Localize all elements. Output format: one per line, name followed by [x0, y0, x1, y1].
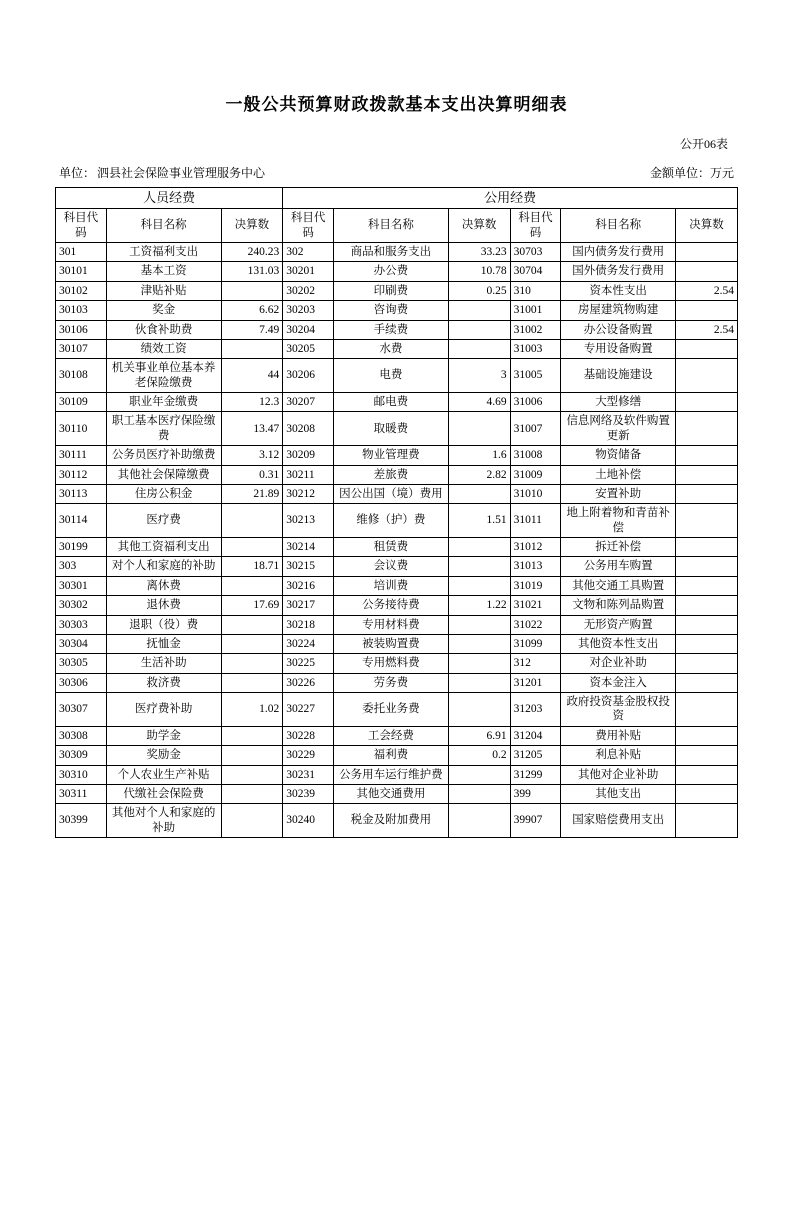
row-name-public: 委托业务费: [334, 693, 449, 727]
row-name-personnel: 绩效工资: [106, 339, 221, 358]
row-code-public: 30212: [283, 484, 334, 503]
row-amount-public: 1.6: [448, 446, 510, 465]
row-code-personnel: 30101: [56, 262, 107, 281]
row-amount-capital: [676, 765, 738, 784]
row-code-capital: 31201: [510, 673, 561, 692]
row-amount-personnel: 0.31: [221, 465, 283, 484]
row-name-personnel: 生活补助: [106, 654, 221, 673]
row-name-public: 福利费: [334, 746, 449, 765]
row-amount-capital: [676, 673, 738, 692]
row-amount-personnel: 44: [221, 359, 283, 393]
unit-label: 单位：: [59, 166, 96, 180]
row-name-capital: 基础设施建设: [561, 359, 676, 393]
row-name-capital: 专用设备购置: [561, 339, 676, 358]
row-code-personnel: 30199: [56, 538, 107, 557]
row-name-public: 取暖费: [334, 412, 449, 446]
row-code-personnel: 30114: [56, 504, 107, 538]
row-name-capital: 地上附着物和青苗补偿: [561, 504, 676, 538]
row-name-capital: 资本性支出: [561, 281, 676, 300]
row-amount-public: 1.22: [448, 596, 510, 615]
row-amount-personnel: [221, 504, 283, 538]
row-amount-public: 2.82: [448, 465, 510, 484]
row-name-capital: 物资储备: [561, 446, 676, 465]
row-code-personnel: 30107: [56, 339, 107, 358]
row-name-personnel: 奖金: [106, 301, 221, 320]
row-amount-capital: [676, 538, 738, 557]
row-name-personnel: 抚恤金: [106, 634, 221, 653]
row-name-personnel: 职工基本医疗保险缴费: [106, 412, 221, 446]
row-name-capital: 国外债务发行费用: [561, 262, 676, 281]
row-code-public: 30228: [283, 726, 334, 745]
row-code-public: 30217: [283, 596, 334, 615]
row-name-public: 因公出国（境）费用: [334, 484, 449, 503]
row-amount-capital: [676, 484, 738, 503]
row-code-public: 30224: [283, 634, 334, 653]
row-name-capital: 文物和陈列品购置: [561, 596, 676, 615]
row-name-personnel: 基本工资: [106, 262, 221, 281]
row-amount-personnel: [221, 784, 283, 803]
row-code-public: 30231: [283, 765, 334, 784]
table-row: [56, 596, 738, 615]
row-name-capital: 对企业补助: [561, 654, 676, 673]
row-amount-personnel: 7.49: [221, 320, 283, 339]
row-amount-personnel: 240.23: [221, 243, 283, 262]
table-row: [56, 634, 738, 653]
row-code-capital: 39907: [510, 804, 561, 838]
row-name-public: 邮电费: [334, 393, 449, 412]
row-amount-personnel: [221, 765, 283, 784]
unit-info: [59, 164, 265, 181]
row-name-personnel: 其他对个人和家庭的补助: [106, 804, 221, 838]
row-name-capital: 土地补偿: [561, 465, 676, 484]
row-code-public: 302: [283, 243, 334, 262]
row-code-capital: 31010: [510, 484, 561, 503]
row-code-personnel: 301: [56, 243, 107, 262]
row-amount-capital: [676, 654, 738, 673]
row-amount-capital: [676, 393, 738, 412]
row-code-public: 30239: [283, 784, 334, 803]
row-amount-personnel: 6.62: [221, 301, 283, 320]
table-row: [56, 746, 738, 765]
row-name-capital: 其他资本性支出: [561, 634, 676, 653]
row-amount-capital: [676, 359, 738, 393]
row-name-capital: 公务用车购置: [561, 557, 676, 576]
row-name-capital: 无形资产购置: [561, 615, 676, 634]
row-amount-public: [448, 484, 510, 503]
column-header-name-1: 科目名称: [106, 209, 221, 243]
row-amount-capital: [676, 339, 738, 358]
row-code-capital: 31013: [510, 557, 561, 576]
row-code-personnel: 30110: [56, 412, 107, 446]
row-amount-personnel: [221, 634, 283, 653]
row-name-public: 办公费: [334, 262, 449, 281]
row-amount-public: 0.25: [448, 281, 510, 300]
row-amount-public: [448, 634, 510, 653]
row-amount-public: 1.51: [448, 504, 510, 538]
row-code-public: 30203: [283, 301, 334, 320]
row-code-public: 30207: [283, 393, 334, 412]
row-code-capital: 31009: [510, 465, 561, 484]
table-body: [56, 243, 738, 838]
row-code-capital: 31299: [510, 765, 561, 784]
table-row: [56, 301, 738, 320]
row-amount-capital: [676, 746, 738, 765]
row-name-personnel: 助学金: [106, 726, 221, 745]
row-name-personnel: 个人农业生产补贴: [106, 765, 221, 784]
amount-unit: 金额单位：万元: [649, 166, 734, 180]
row-code-public: 30227: [283, 693, 334, 727]
row-amount-personnel: [221, 281, 283, 300]
row-code-capital: 31008: [510, 446, 561, 465]
row-name-public: 电费: [334, 359, 449, 393]
row-name-capital: 办公设备购置: [561, 320, 676, 339]
meta-row: [55, 164, 738, 181]
row-code-public: 30218: [283, 615, 334, 634]
row-code-personnel: 30311: [56, 784, 107, 803]
table-row: [56, 784, 738, 803]
row-code-capital: 31022: [510, 615, 561, 634]
row-code-public: 30202: [283, 281, 334, 300]
row-amount-capital: [676, 726, 738, 745]
row-name-public: 专用燃料费: [334, 654, 449, 673]
row-name-capital: 资本金注入: [561, 673, 676, 692]
row-name-capital: 大型修缮: [561, 393, 676, 412]
column-header-amount-2: 决算数: [448, 209, 510, 243]
row-code-personnel: 30112: [56, 465, 107, 484]
row-amount-personnel: 12.3: [221, 393, 283, 412]
row-name-public: 商品和服务支出: [334, 243, 449, 262]
row-code-capital: 31204: [510, 726, 561, 745]
table-row: [56, 243, 738, 262]
row-code-personnel: 30108: [56, 359, 107, 393]
row-code-public: 30211: [283, 465, 334, 484]
row-name-personnel: 其他工资福利支出: [106, 538, 221, 557]
row-code-personnel: 303: [56, 557, 107, 576]
row-amount-personnel: 13.47: [221, 412, 283, 446]
row-code-personnel: 30304: [56, 634, 107, 653]
row-amount-capital: [676, 412, 738, 446]
row-name-public: 税金及附加费用: [334, 804, 449, 838]
row-name-public: 印刷费: [334, 281, 449, 300]
row-code-public: 30225: [283, 654, 334, 673]
table-row: [56, 538, 738, 557]
column-header-name-2: 科目名称: [334, 209, 449, 243]
row-code-public: 30213: [283, 504, 334, 538]
row-name-public: 劳务费: [334, 673, 449, 692]
column-header-amount-1: 决算数: [221, 209, 283, 243]
row-code-capital: 31001: [510, 301, 561, 320]
row-code-public: 30215: [283, 557, 334, 576]
table-row: [56, 654, 738, 673]
row-code-personnel: 30111: [56, 446, 107, 465]
row-code-personnel: 30109: [56, 393, 107, 412]
row-name-public: 水费: [334, 339, 449, 358]
row-amount-personnel: 131.03: [221, 262, 283, 281]
table-head: [56, 188, 738, 243]
table-row: [56, 484, 738, 503]
group-header-public: 公用经费: [283, 188, 738, 209]
row-code-public: 30216: [283, 576, 334, 595]
table-row: [56, 726, 738, 745]
row-amount-personnel: [221, 726, 283, 745]
row-code-public: 30240: [283, 804, 334, 838]
row-name-capital: 国家赔偿费用支出: [561, 804, 676, 838]
row-amount-personnel: [221, 615, 283, 634]
row-code-capital: 31011: [510, 504, 561, 538]
row-amount-public: [448, 576, 510, 595]
row-amount-public: 33.23: [448, 243, 510, 262]
page-title: 一般公共预算财政拨款基本支出决算明细表: [225, 95, 568, 114]
row-code-personnel: 30306: [56, 673, 107, 692]
table-row: [56, 804, 738, 838]
row-name-personnel: 住房公积金: [106, 484, 221, 503]
row-name-personnel: 机关事业单位基本养老保险缴费: [106, 359, 221, 393]
row-name-capital: 国内债务发行费用: [561, 243, 676, 262]
row-amount-personnel: 21.89: [221, 484, 283, 503]
row-name-capital: 拆迁补偿: [561, 538, 676, 557]
row-amount-capital: [676, 504, 738, 538]
row-code-capital: 31099: [510, 634, 561, 653]
row-name-personnel: 奖励金: [106, 746, 221, 765]
row-code-public: 30206: [283, 359, 334, 393]
row-name-personnel: 伙食补助费: [106, 320, 221, 339]
row-amount-capital: [676, 693, 738, 727]
row-amount-personnel: 18.71: [221, 557, 283, 576]
row-amount-public: [448, 804, 510, 838]
row-code-capital: 31003: [510, 339, 561, 358]
row-name-capital: 费用补贴: [561, 726, 676, 745]
row-amount-personnel: [221, 673, 283, 692]
row-name-personnel: 职业年金缴费: [106, 393, 221, 412]
column-header-name-3: 科目名称: [561, 209, 676, 243]
row-code-personnel: 30305: [56, 654, 107, 673]
row-code-public: 30209: [283, 446, 334, 465]
row-amount-personnel: 17.69: [221, 596, 283, 615]
row-name-capital: 信息网络及软件购置更新: [561, 412, 676, 446]
row-amount-personnel: 3.12: [221, 446, 283, 465]
row-name-capital: 其他支出: [561, 784, 676, 803]
row-name-public: 咨询费: [334, 301, 449, 320]
row-amount-public: 4.69: [448, 393, 510, 412]
row-name-personnel: 医疗费补助: [106, 693, 221, 727]
row-name-personnel: 其他社会保障缴费: [106, 465, 221, 484]
row-code-personnel: 30399: [56, 804, 107, 838]
row-amount-public: [448, 673, 510, 692]
table-row: [56, 339, 738, 358]
row-name-capital: 房屋建筑物购建: [561, 301, 676, 320]
row-code-capital: 31021: [510, 596, 561, 615]
row-amount-capital: [676, 596, 738, 615]
table-row: [56, 320, 738, 339]
document-page: [0, 90, 793, 1212]
row-code-personnel: 30102: [56, 281, 107, 300]
row-name-public: 专用材料费: [334, 615, 449, 634]
table-row: [56, 465, 738, 484]
column-header-code-2: 科目代码: [283, 209, 334, 243]
row-amount-personnel: [221, 804, 283, 838]
table-row: [56, 557, 738, 576]
row-name-personnel: 医疗费: [106, 504, 221, 538]
row-amount-personnel: [221, 339, 283, 358]
row-code-personnel: 30303: [56, 615, 107, 634]
row-amount-public: 3: [448, 359, 510, 393]
row-amount-personnel: [221, 746, 283, 765]
row-amount-personnel: [221, 576, 283, 595]
table-row: [56, 393, 738, 412]
row-code-capital: 399: [510, 784, 561, 803]
row-amount-public: [448, 301, 510, 320]
row-amount-public: [448, 339, 510, 358]
row-amount-personnel: [221, 538, 283, 557]
row-code-capital: 31005: [510, 359, 561, 393]
row-amount-capital: [676, 243, 738, 262]
row-amount-capital: [676, 784, 738, 803]
row-code-capital: 31019: [510, 576, 561, 595]
row-name-capital: 利息补贴: [561, 746, 676, 765]
row-code-personnel: 30310: [56, 765, 107, 784]
row-name-personnel: 退休费: [106, 596, 221, 615]
unit-value: 泗县社会保险事业管理服务中心: [97, 166, 266, 180]
row-amount-capital: [676, 557, 738, 576]
row-code-capital: 31002: [510, 320, 561, 339]
row-name-public: 租赁费: [334, 538, 449, 557]
row-amount-public: [448, 557, 510, 576]
row-name-capital: 其他对企业补助: [561, 765, 676, 784]
row-name-public: 手续费: [334, 320, 449, 339]
row-code-public: 30226: [283, 673, 334, 692]
row-code-capital: 30703: [510, 243, 561, 262]
row-name-capital: 其他交通工具购置: [561, 576, 676, 595]
row-code-capital: 312: [510, 654, 561, 673]
row-code-personnel: 30113: [56, 484, 107, 503]
row-name-personnel: 工资福利支出: [106, 243, 221, 262]
row-amount-capital: [676, 576, 738, 595]
row-amount-personnel: [221, 654, 283, 673]
row-code-capital: 31006: [510, 393, 561, 412]
column-header-code-1: 科目代码: [56, 209, 107, 243]
table-row: [56, 412, 738, 446]
row-code-capital: 310: [510, 281, 561, 300]
row-name-capital: 安置补助: [561, 484, 676, 503]
row-code-capital: 31203: [510, 693, 561, 727]
table-row: [56, 576, 738, 595]
row-name-public: 差旅费: [334, 465, 449, 484]
row-code-capital: 31007: [510, 412, 561, 446]
row-code-personnel: 30307: [56, 693, 107, 727]
row-name-personnel: 退职（役）费: [106, 615, 221, 634]
row-amount-capital: [676, 804, 738, 838]
row-amount-public: [448, 693, 510, 727]
row-code-public: 30208: [283, 412, 334, 446]
form-code: 公开06表: [679, 137, 728, 151]
row-name-public: 维修（护）费: [334, 504, 449, 538]
table-row: [56, 281, 738, 300]
table-row: [56, 693, 738, 727]
row-code-personnel: 30103: [56, 301, 107, 320]
row-code-public: 30201: [283, 262, 334, 281]
row-name-personnel: 对个人和家庭的补助: [106, 557, 221, 576]
row-name-public: 工会经费: [334, 726, 449, 745]
row-amount-public: [448, 412, 510, 446]
row-code-public: 30204: [283, 320, 334, 339]
row-code-personnel: 30309: [56, 746, 107, 765]
row-code-capital: 31205: [510, 746, 561, 765]
row-name-public: 被装购置费: [334, 634, 449, 653]
row-code-personnel: 30301: [56, 576, 107, 595]
group-header-personnel: 人员经费: [56, 188, 283, 209]
row-amount-public: 6.91: [448, 726, 510, 745]
row-name-public: 培训费: [334, 576, 449, 595]
row-amount-public: [448, 784, 510, 803]
row-name-personnel: 离休费: [106, 576, 221, 595]
row-amount-public: 10.78: [448, 262, 510, 281]
row-name-personnel: 救济费: [106, 673, 221, 692]
row-code-public: 30229: [283, 746, 334, 765]
row-code-personnel: 30308: [56, 726, 107, 745]
row-amount-capital: [676, 634, 738, 653]
table-row: [56, 765, 738, 784]
table-row: [56, 262, 738, 281]
row-amount-public: [448, 765, 510, 784]
table-row: [56, 673, 738, 692]
budget-table: [55, 187, 738, 838]
row-amount-public: [448, 320, 510, 339]
column-header-row: [56, 209, 738, 243]
row-amount-public: 0.2: [448, 746, 510, 765]
row-code-public: 30214: [283, 538, 334, 557]
row-name-public: 公务用车运行维护费: [334, 765, 449, 784]
row-amount-capital: [676, 301, 738, 320]
row-amount-public: [448, 654, 510, 673]
row-name-personnel: 津贴补贴: [106, 281, 221, 300]
row-amount-capital: [676, 615, 738, 634]
row-name-public: 其他交通费用: [334, 784, 449, 803]
row-amount-capital: [676, 446, 738, 465]
row-name-public: 公务接待费: [334, 596, 449, 615]
row-code-capital: 30704: [510, 262, 561, 281]
row-amount-public: [448, 538, 510, 557]
row-amount-capital: [676, 262, 738, 281]
table-row: [56, 504, 738, 538]
row-amount-personnel: 1.02: [221, 693, 283, 727]
row-code-personnel: 30106: [56, 320, 107, 339]
row-name-personnel: 公务员医疗补助缴费: [106, 446, 221, 465]
row-name-public: 物业管理费: [334, 446, 449, 465]
table-row: [56, 359, 738, 393]
column-header-amount-3: 决算数: [676, 209, 738, 243]
row-code-personnel: 30302: [56, 596, 107, 615]
row-amount-capital: 2.54: [676, 320, 738, 339]
group-header-row: [56, 188, 738, 209]
row-name-public: 会议费: [334, 557, 449, 576]
row-amount-capital: [676, 465, 738, 484]
row-code-public: 30205: [283, 339, 334, 358]
row-code-capital: 31012: [510, 538, 561, 557]
row-amount-public: [448, 615, 510, 634]
row-name-capital: 政府投资基金股权投资: [561, 693, 676, 727]
table-row: [56, 446, 738, 465]
column-header-code-3: 科目代码: [510, 209, 561, 243]
row-name-personnel: 代缴社会保险费: [106, 784, 221, 803]
table-row: [56, 615, 738, 634]
row-amount-capital: 2.54: [676, 281, 738, 300]
